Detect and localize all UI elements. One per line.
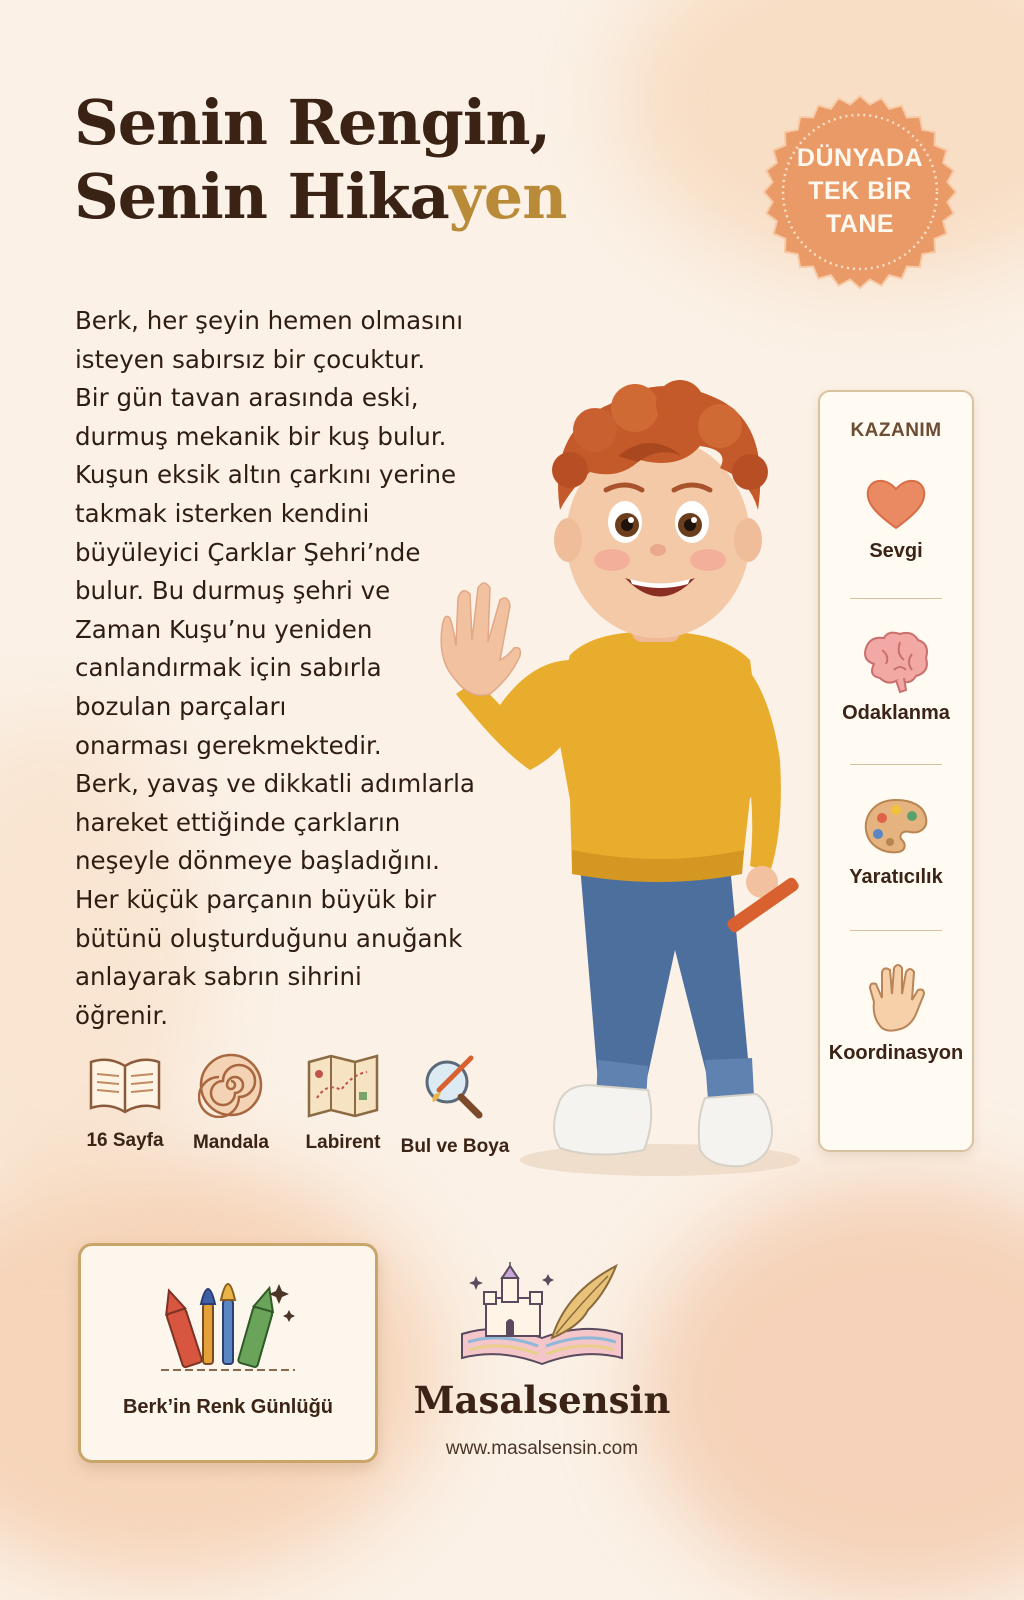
badge-line-1: DÜNYADA bbox=[796, 144, 924, 172]
story-line: isteyen sabırsız bir çocuktur. bbox=[75, 344, 426, 374]
title-line-1: Senin Rengin, bbox=[74, 86, 551, 159]
features-row bbox=[70, 1052, 550, 1162]
feature-16-sayfa bbox=[70, 1052, 180, 1152]
story-line: Bir gün tavan arasında eski, bbox=[75, 383, 419, 413]
feature-label: Labirent bbox=[305, 1132, 381, 1153]
kazanim-label: Sevgi bbox=[869, 540, 923, 562]
story-line: Her küçük parçanın büyük bir bbox=[75, 884, 437, 914]
feature-labirent bbox=[288, 1052, 398, 1154]
brand-name: Masalsensin bbox=[413, 1378, 671, 1422]
title-line-2: Senin Hika bbox=[74, 160, 449, 233]
feature-label: 16 Sayfa bbox=[86, 1130, 164, 1151]
story-line: anlayarak sabrın sihrini bbox=[75, 962, 362, 992]
story-line: canlandırmak için sabırla bbox=[75, 653, 382, 683]
kazanim-label: Koordinasyon bbox=[828, 1042, 964, 1064]
kazanim-item-yaraticilik bbox=[820, 796, 972, 889]
diary-label: Berk’in Renk Günlüğü bbox=[122, 1396, 334, 1418]
divider bbox=[850, 930, 942, 931]
kazanim-title: KAZANIM bbox=[850, 420, 942, 441]
kazanim-item-odaklanma bbox=[820, 630, 972, 725]
badge-text bbox=[760, 142, 960, 241]
badge-line-2: TEK BİR bbox=[808, 177, 912, 205]
feature-label: Mandala bbox=[192, 1132, 270, 1153]
magnifier-brush-icon bbox=[419, 1052, 491, 1122]
open-book-icon bbox=[85, 1052, 165, 1116]
story-line: takmak isterken kendini bbox=[75, 498, 370, 528]
story-line: Berk, yavaş ve dikkatli adımlarla bbox=[75, 769, 475, 799]
kazanim-item-koordinasyon bbox=[820, 962, 972, 1065]
unique-badge bbox=[760, 92, 960, 292]
story-line: Berk, her şeyin hemen olmasını bbox=[75, 306, 464, 335]
divider bbox=[850, 764, 942, 765]
badge-line-3: TANE bbox=[825, 210, 895, 238]
diary-card bbox=[78, 1243, 378, 1463]
kazanim-label: Odaklanma bbox=[842, 702, 950, 724]
divider bbox=[850, 598, 942, 599]
hand-icon bbox=[864, 962, 928, 1034]
feature-label: Bul ve Boya bbox=[400, 1136, 510, 1157]
kazanim-item-sevgi bbox=[820, 476, 972, 563]
story-line: bulur. Bu durmuş şehri ve bbox=[75, 576, 391, 606]
maze-map-icon bbox=[305, 1052, 381, 1118]
palette-icon bbox=[860, 796, 932, 858]
heart-icon bbox=[864, 476, 928, 532]
story-line: durmuş mekanik bir kuş bulur. bbox=[75, 421, 447, 451]
kazanim-panel bbox=[818, 390, 974, 1152]
story-line: neşeyle dönmeye başladığını. bbox=[75, 846, 440, 876]
feature-mandala bbox=[176, 1052, 286, 1154]
story-line: büyüleyici Çarklar Şehri’nde bbox=[75, 537, 421, 567]
castle-book-feather-icon bbox=[456, 1262, 628, 1374]
brand-url[interactable]: www.masalsensin.com bbox=[445, 1438, 639, 1459]
title-accent: yen bbox=[448, 160, 567, 233]
story-line: öğrenir. bbox=[75, 1000, 169, 1030]
crayons-brushes-icon bbox=[151, 1270, 305, 1380]
story-line: Zaman Kuşu’nu yeniden bbox=[75, 614, 373, 644]
brand-block bbox=[410, 1262, 674, 1472]
story-line: hareket ettiğinde çarkların bbox=[75, 807, 401, 837]
brain-icon bbox=[860, 630, 932, 694]
kazanim-label: Yaratıcılık bbox=[849, 866, 943, 888]
story-line: bozulan parçaları bbox=[75, 691, 287, 721]
feature-bul-ve-boya bbox=[400, 1052, 510, 1158]
story-line: onarması gerekmektedir. bbox=[75, 730, 382, 760]
story-line: bütünü oluşturduğunu anuğank bbox=[75, 923, 463, 953]
background-wash bbox=[640, 1180, 1024, 1600]
story-line: Kuşun eksik altın çarkını yerine bbox=[75, 460, 457, 490]
mandala-icon bbox=[198, 1052, 264, 1118]
page-title bbox=[74, 86, 566, 234]
